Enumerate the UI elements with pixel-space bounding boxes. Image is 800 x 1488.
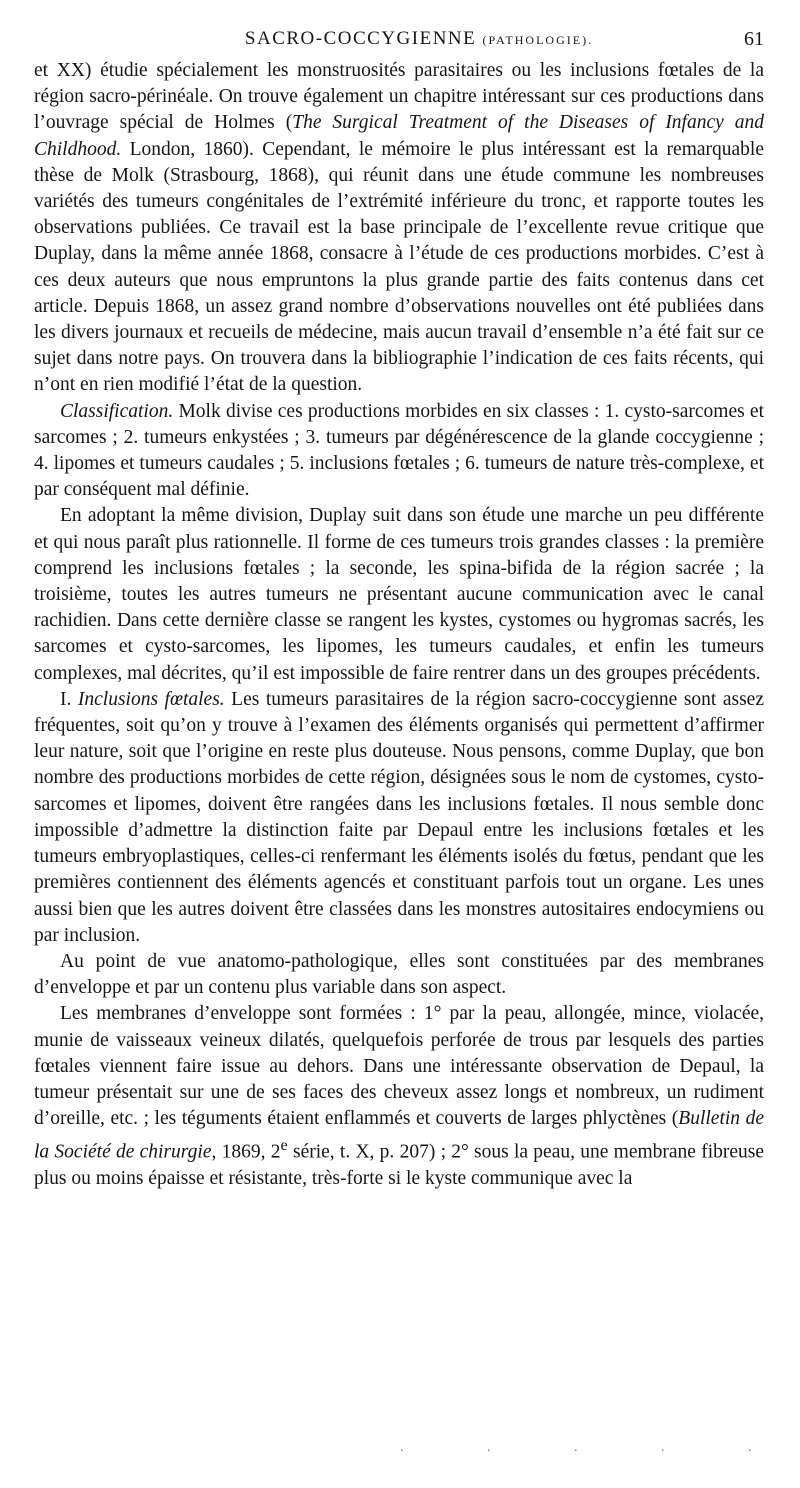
- document-page: [34, 28, 764, 1192]
- paragraph-inclusions-text: Les tumeurs parasitaires de la région sacro-coccygienne sont assez fréquentes, soit qu’on y trouve à l’examen des éléments organisés qui permettent d’affirmer leur nature, soit que l’origine en reste plus douteuse. Nous pensons, comme Duplay, que bon nombre des productions morbides de cette région, désignées sous le nom de cystomes, cysto-sarcomes et lipomes, doivent être rangées dans les inclusions fœtales. Il nous semble donc impossible d’admettre la distinction faite par Depaul entre les inclusions fœtales et les tumeurs embryoplastiques, celles-ci renfermant les éléments isolés du fœtus, pendant que les premières contiennent des éléments agencés et constituant parfois tout un organe. Les unes aussi bien que les autres doivent être classées dans les monstres autositaires endocymiens ou par inclusion.: [34, 688, 764, 946]
- footer-marks: . . . . .: [400, 1440, 792, 1455]
- paragraph-classification-text: Molk divise ces productions morbides en six classes : 1. cysto-sarcomes et sarcomes ; 2. tumeurs enkystées ; 3. tumeurs par dégénérescence de la glande coccygienne ; 4. lipomes et tumeurs caudales ; 5. inclusions fœtales ; 6. tumeurs de nature très-complexe, et par conséquent mal définie.: [34, 400, 764, 501]
- section-number-i: I.: [60, 688, 78, 710]
- running-subtitle: (PATHOLOGIE).: [482, 33, 594, 47]
- section-heading-classification: Classification.: [60, 400, 174, 422]
- paragraph-membranes-text-b: 1869, 2: [216, 1141, 281, 1163]
- running-title-text: SACRO-COCCYGIENNE: [244, 28, 477, 49]
- paragraph-anatomo: [34, 949, 764, 1001]
- paragraph-duplay-division-text: En adoptant la même division, Duplay suit dans son étude une marche un peu différente et qui nous paraît plus rationnelle. Il forme de ces tumeurs trois grandes classes : la première comprend les inclusions fœtales ; la seconde, les spina-bifida de la région sacrée ; la troisième, toutes les autres tumeurs ne présentant aucune communication avec le canal rachidien. Dans cette dernière classe se rangent les kystes, cystomes ou hygromas sacrés, les sarcomes et cysto-sarcomes, les lipomes, les tumeurs caudales, et enfin les tumeurs complexes, mal décrites, qu’il est impossible de faire rentrer dans un des groupes précédents.: [34, 505, 764, 684]
- section-heading-inclusions: Inclusions fœtales.: [77, 688, 225, 710]
- paragraph-membranes-text-c: série, t. X, p. 207) ; 2° sous la peau, une membrane fibreuse plus ou moins épaisse et résistante, très-forte si le kyste communique avec la: [34, 1141, 764, 1190]
- holmes-book-title: The Surgical Treatment of the Diseases of Infancy and Childhood.: [34, 112, 764, 160]
- paragraph-membranes: [34, 1001, 764, 1192]
- paragraph-duplay-division: [34, 503, 764, 686]
- paragraph-inclusions: [34, 687, 764, 949]
- body-text: [34, 58, 764, 1192]
- running-title: [245, 28, 593, 50]
- superscript-e: e: [280, 1136, 288, 1155]
- page-number: 61: [744, 28, 764, 50]
- paragraph-1: [34, 58, 764, 399]
- bulletin-title: Bulletin de la Société de chirurgie,: [34, 1108, 764, 1163]
- paragraph-anatomo-text: Au point de vue anatomo-pathologique, elles sont constituées par des membranes d’enveloppe et par un contenu plus variable dans son aspect.: [34, 950, 764, 999]
- paragraph-membranes-text-a: Les membranes d’enveloppe sont formées : 1° par la peau, allongée, mince, violacée, munie de vaisseaux veineux dilatés, quelquefois perforée de trous par lesquels des parties fœtales viennent faire issue au dehors. Dans une intéressante observation de Depaul, la tumeur présentait sur une de ses faces des cheveux assez longs et nombreux, un rudiment d’oreille, etc. ; les téguments étaient enflammés et couverts de larges phlyctènes (: [34, 1003, 764, 1130]
- paragraph-classification: [34, 399, 764, 504]
- paragraph-1-text-a: et XX) étudie spécialement les monstruosités parasitaires ou les inclusions fœtales de la région sacro-périnéale. On trouve également un chapitre intéressant sur ces productions dans l’ouvrage spécial de Holmes (: [34, 60, 764, 134]
- paragraph-1-text-b: London, 1860). Cependant, le mémoire le plus intéressant est la remarquable thèse de Molk (Strasbourg, 1868), qui réunit dans une étude commune les nombreuses variétés des tumeurs congénitales de l’extrémité inférieure du tronc, et rapporte toutes les observations publiées. Ce travail est la base principale de l’excellente revue critique que Duplay, dans la même année 1868, consacre à l’étude de ces productions morbides. C’est à ces deux auteurs que nous empruntons la plus grande partie des faits contenus dans cet article. Depuis 1868, un assez grand nombre d’observations nouvelles ont été publiées dans les divers journaux et recueils de médecine, mais aucun travail d’ensemble n’a été fait sur ce sujet dans notre pays. On trouvera dans la bibliographie l’indication de ces faits récents, qui n’ont en rien modifié l’état de la question.: [34, 138, 764, 396]
- running-head: [34, 28, 764, 58]
